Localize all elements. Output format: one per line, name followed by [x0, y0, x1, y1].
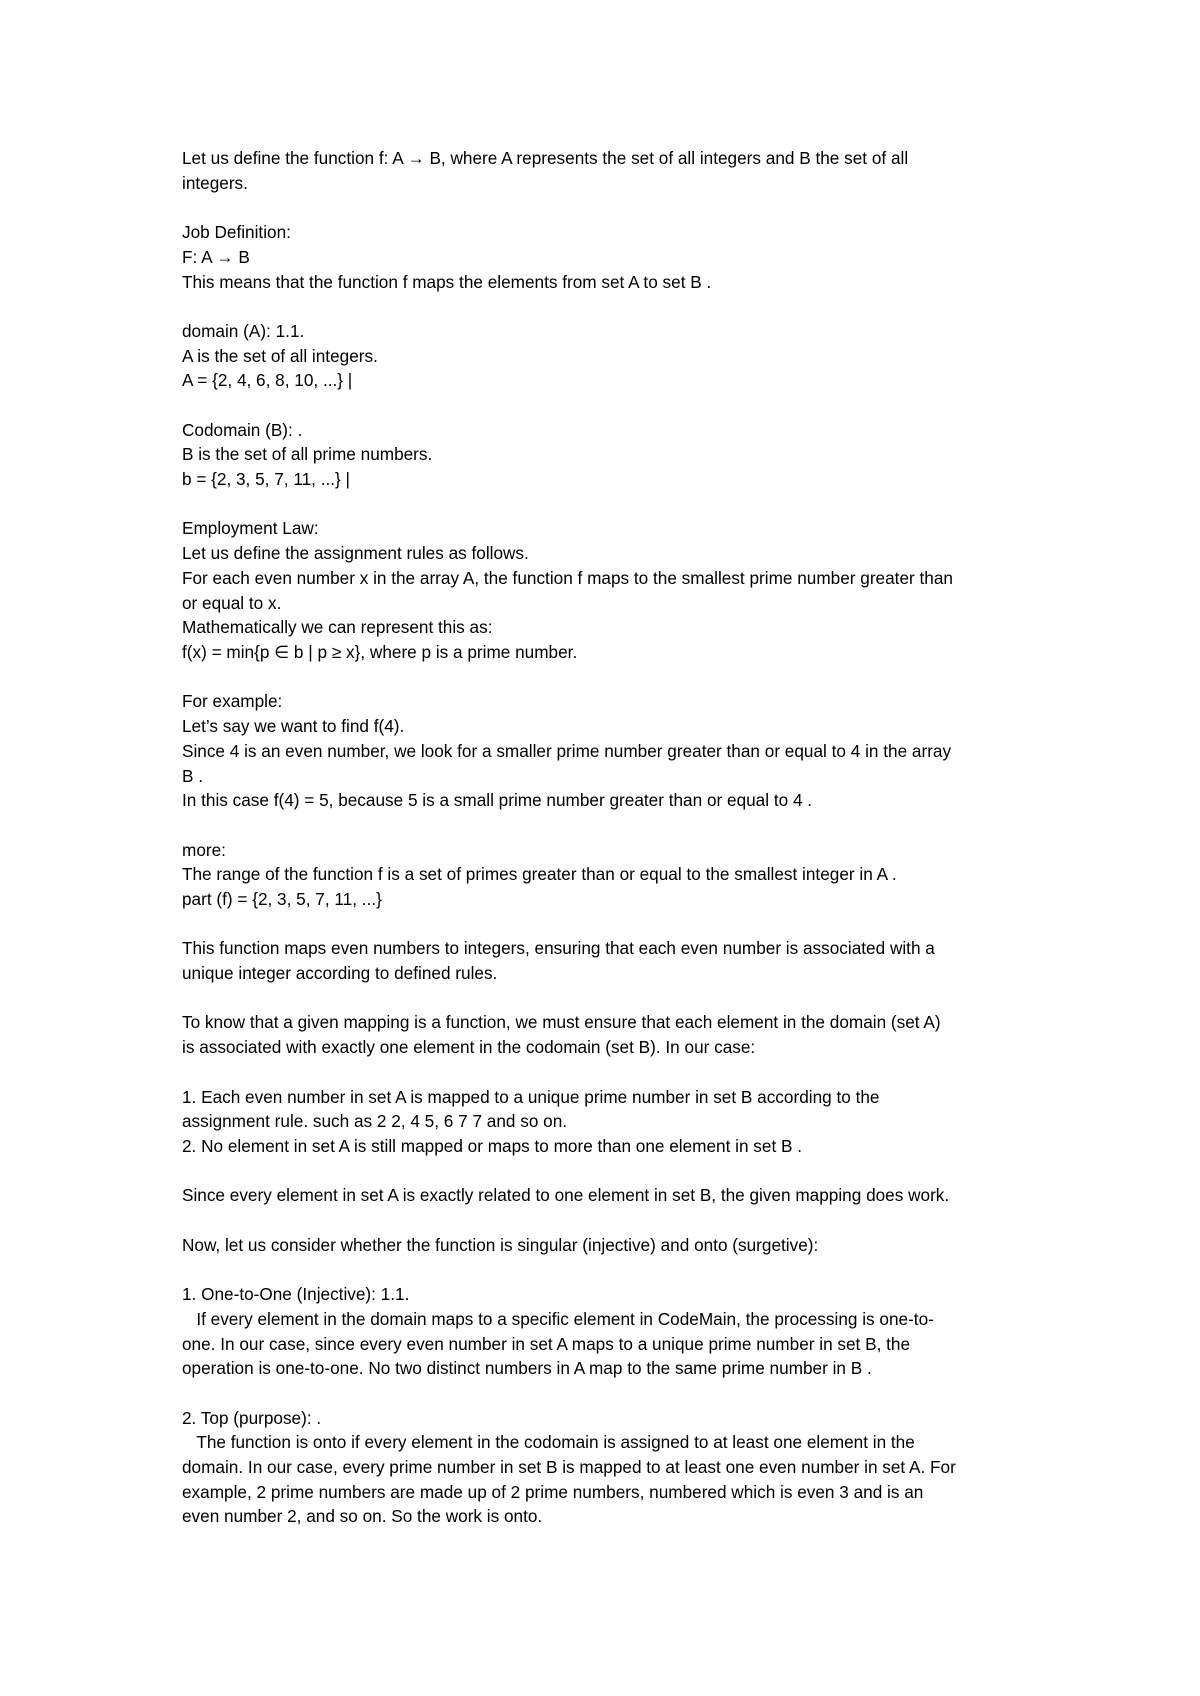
paragraph — [182, 1233, 1037, 1258]
text-line: For example: — [182, 691, 283, 712]
paragraph — [182, 220, 1037, 294]
text-line: This means that the function f maps the elements from set A to set B . — [182, 271, 712, 292]
text-line: Employment Law: — [182, 518, 319, 539]
text-line: example, 2 prime numbers are made up of 2 prime numbers, numbered which is even 3 and is an — [182, 1481, 924, 1502]
text-line: This function maps even numbers to integers, ensuring that each even number is associated with a — [182, 938, 935, 959]
text-line: B . — [182, 765, 204, 786]
text-line: Now, let us consider whether the function is singular (injective) and onto (surgetive): — [182, 1234, 819, 1255]
paragraph — [182, 1282, 1037, 1381]
text-line: 1. One-to-One (Injective): 1.1. — [182, 1284, 410, 1305]
paragraph — [182, 1183, 1037, 1208]
text-line: In this case f(4) = 5, because 5 is a small prime number greater than or equal to 4 . — [182, 790, 813, 811]
text-line: operation is one-to-one. No two distinct numbers in A map to the same prime number in B . — [182, 1358, 872, 1379]
paragraph — [182, 516, 1037, 664]
paragraph — [182, 936, 1037, 985]
text-line: Let’s say we want to find f(4). — [182, 716, 405, 737]
text-line: more: — [182, 839, 226, 860]
paragraph — [182, 319, 1037, 393]
paragraph — [182, 1010, 1037, 1059]
text-line: A is the set of all integers. — [182, 345, 378, 366]
text-line: Since 4 is an even number, we look for a smaller prime number greater than or equal to 4 in the array — [182, 740, 952, 761]
text-line: domain. In our case, every prime number in set B is mapped to at least one even number in set A. For — [182, 1457, 956, 1478]
text-line: or equal to x. — [182, 592, 282, 613]
text-line: The function is onto if every element in the codomain is assigned to at least one element in the — [182, 1432, 915, 1453]
text-line: Job Definition: — [182, 222, 291, 243]
text-line: f(x) = min{p ∈ b | p ≥ x}, where p is a prime number. — [182, 642, 578, 662]
text-line: Since every element in set A is exactly related to one element in set B, the given mapping does work. — [182, 1185, 950, 1206]
text-line: integers. — [182, 172, 248, 193]
document-body — [182, 146, 1037, 1554]
text-line: To know that a given mapping is a function, we must ensure that each element in the domain (set A) — [182, 1012, 941, 1033]
text-line: one. In our case, since every even number in set A maps to a unique prime number in set B, the — [182, 1333, 911, 1354]
text-line: is associated with exactly one element in the codomain (set B). In our case: — [182, 1037, 756, 1058]
text-line: assignment rule. such as 2 2, 4 5, 6 7 7 and so on. — [182, 1111, 568, 1132]
text-line: unique integer according to defined rules. — [182, 963, 498, 984]
paragraph — [182, 1085, 1037, 1159]
text-line: 2. Top (purpose): . — [182, 1407, 322, 1428]
text-line: part (f) = {2, 3, 5, 7, 11, ...} — [182, 889, 382, 909]
text-line: B is the set of all prime numbers. — [182, 444, 433, 465]
paragraph — [182, 838, 1037, 912]
text-line: domain (A): 1.1. — [182, 320, 305, 341]
text-line: Mathematically we can represent this as: — [182, 617, 493, 638]
text-line: For each even number x in the array A, the function f maps to the smallest prime number greater than — [182, 567, 953, 588]
text-line: even number 2, and so on. So the work is onto. — [182, 1506, 543, 1527]
text-line: b = {2, 3, 5, 7, 11, ...} | — [182, 469, 351, 490]
text-line: The range of the function f is a set of primes greater than or equal to the smallest integer in A . — [182, 864, 897, 885]
text-line: If every element in the domain maps to a specific element in CodeMain, the processing is one-to- — [182, 1308, 934, 1329]
text-line: F: A → B — [182, 246, 250, 267]
text-line: 2. No element in set A is still mapped or maps to more than one element in set B . — [182, 1135, 803, 1156]
paragraph — [182, 418, 1037, 492]
text-line: A = {2, 4, 6, 8, 10, ...} | — [182, 370, 353, 391]
text-line: Let us define the function f: A → B, where A represents the set of all integers and B the set of all — [182, 148, 909, 168]
paragraph — [182, 1406, 1037, 1530]
paragraph — [182, 146, 1037, 195]
text-line: Let us define the assignment rules as follows. — [182, 543, 529, 564]
text-line: Codomain (B): . — [182, 419, 303, 440]
paragraph — [182, 689, 1037, 813]
text-line: 1. Each even number in set A is mapped to a unique prime number in set B according to the — [182, 1086, 880, 1107]
